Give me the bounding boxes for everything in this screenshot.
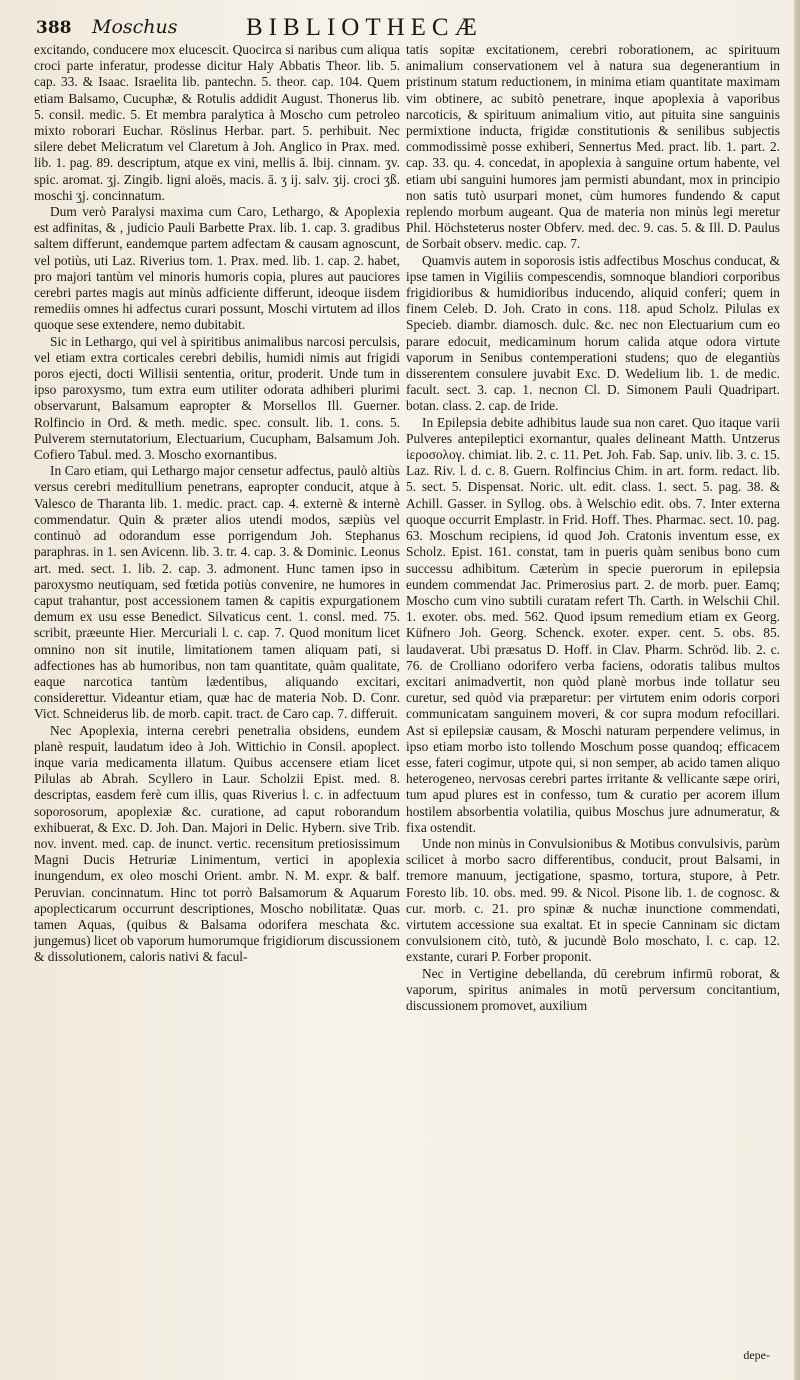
paragraph: In Epilepsia debite adhibitus laude sua non caret. Quo itaque varii Pulveres antepileptici exornantur, quales delineant Matth. Untzerus ἱεροσολογ. chimiat. lib. 2. c. 11. Pet. Joh. Fab. Sap. univ. lib. 3. c. 15. Laz. Riv. l. d. c. 8. Guern. Rolfincius Chim. in art. form. redact. lib. 5. sect. 5. Dispensat. Noric. ult. edit. class. 1. sect. 5. pag. 38. & Achill. Gasser. in Syllog. obs. à Welschio edit. obs. 7. Inter externa quoque occurrit Emplastr. in Frid. Hoff. Thes. Pharmac. sect. 10. pag. 63. Moschum recipiens, id quod Joh. Cratonis inventum esse, ex Scholz. Epist. 161. constat, tam in pueris quàm senibus bono cum successu adhibitum. Cæterùm in specie puerorum in epilepsia eundem commendat Jac. Primerosius part. 2. de morb. puer. Eamq; Moscho cum vino subtili curatam refert Th. Carth. in Welschii Chil. 1. exoter. obs. med. 562. Quod ipsum remedium etiam ex Georg. Küfnero Joh. Georg. Schenck. exoter. exper. cent. 5. obs. 85. laudaverat. Ubi præsatus D. Hoff. in Clav. Pharm. Schröd. lib. 2. c. 76. de Crolliano odorifero verba faciens, odoratis talibus multos excitari animadvertit, non quòd planè morbus inde tollatur seu curetur, sed quòd via præparetur: per virtutem enim odoris corpori communicatam sanguinem moveri, & cor supra modum refocillari. Ast si epilepsiæ causam, & Moschi naturam perpendere velimus, in ipso etiam morbo isto tollendo Moschum posse quandoq; efficacem esse, fateri cogimur, utpote qui, si non semper, ab acido tamen aliquo heterogeneo, nervosas cerebri partes irritante & vellicante sæpe oriri, tum apud plures est in confesso, tum & curatio per acorem illum hostilem absorbentia volatilia, quibus Moschus jure adnumeratur, & fixa ostendit. [406, 414, 780, 835]
paragraph: In Caro etiam, qui Lethargo major censetur adfectus, paulò altiùs versus cerebri meditullium penetrans, eapropter conducit, atque à Valesco de Tharanta lib. 1. medic. pract. cap. 4. externè & internè commendatur. Quin & præter alios utendi modos, sæpiùs vel continuò ad odorandum esse porrigendum Joh. Stephanus paraphras. in 1. sen Avicenn. lib. 3. tr. 4. cap. 3. & Dominic. Leonus art. med. sect. 1. lib. 2. cap. 3. admonent. Hunc tamen ipso in paroxysmo neutiquam, sed fœtida potiùs convenire, ne humores in caput trahantur, post accessionem tamen & capitis expurgationem demum ex usu esse Benedict. Silvaticus cent. 1. consl. med. 75. scribit, præeunte Hier. Mercuriali l. c. cap. 7. Quod monitum licet omnino non sit inutile, limitationem tamen aliquam pati, si adfectiones has ab humoribus, non tam quantitate, quàm qualitate, eaque narcotica tantùm lædentibus, aliquando excitari, considerettur. Videantur etiam, quæ hac de materia Nob. D. Conr. Vict. Schneiderus lib. de morb. capit. tract. de Caro cap. 7. differuit. [34, 463, 400, 722]
catchword: depe- [743, 1348, 770, 1362]
paragraph: Dum verò Paralysi maxima cum Caro, Lethargo, & Apoplexia est adfinitas, & , judicio Pauli Barbette Prax. lib. 1. cap. 3. gradibus saltem differunt, eandemque partem adfectam & causam agnoscunt, vel potiùs, uti Laz. Riverius tom. 1. Prax. med. lib. 1. cap. 2. habet, pro majori tantùm vel minoris humoris copia, plures aut pauciores cerebri partes magis aut minùs adficiente differunt, ideoque iisdem remediis omnes hi adfectus curari possunt, Moschi virtutem ad illos quoque sese extendere, nemo dubitabit. [34, 204, 400, 333]
paragraph: excitando, conducere mox elucescit. Quocirca si naribus cum aliqua croci parte inferatur, prodesse dicitur Haly Abbatis Theor. lib. 5. cap. 33. & Isaac. Israelita lib. pantechn. 5. theor. cap. 104. Quem etiam Balsamo, Cucuphæ, & Rotulis addidit August. Thonerus lib. 5. consil. medic. 5. Et membra paralytica à Moscho cum petroleo mixto roborari Euchar. Röslinus Herbar. part. 5. perhibuit. Nec silere debet Melicratum vel Claretum à Joh. Anglico in Prax. med. lib. 1. pag. 89. descriptum, atque ex vini, mellis ā. lbij. cinnam. ʒv. spic. aromat. ʒj. Zingib. ligni aloës, macis. ā. ʒ ij. salv. ʒij. croci ʒß. moschi ʒj. concinnatum. [34, 42, 400, 203]
paragraph: Quamvis autem in soporosis istis adfectibus Moschus conducat, & ipse tamen in Vigiliis compescendis, somnoque blandiori corporibus frigidioribus & humidioribus inducendo, aliquid conferi; quem in finem Celeb. D. Joh. Crato in cons. 118. apud Scholz. Pilulas ex Specieb. diambr. diamosch. dulc. &c. nec non Electuarium cum eo parare edocuit, medicaminum horum calida atque odora virtute vaporum in Senibus contemperationi studens; quo de elegantiùs disserentem consulere juvabit Exc. D. Wedelium lib. 1. de medic. facult. sect. 3. cap. 1. necnon Cl. D. Simonem Pauli Quadripart. botan. class. 2. cap. de Iride. [406, 252, 780, 414]
left-column [34, 42, 400, 966]
running-title: BIBLIOTHECÆ [246, 14, 483, 41]
paragraph: Unde non minùs in Convulsionibus & Motibus convulsivis, parùm scilicet à morbo sacro differentibus, conducit, prout Balsami, in tremore manuum, jectigatione, spasmo, tortura, stupore, à Petr. Foresto lib. 10. obs. med. 99. & Nicol. Pisone lib. 1. de cognosc. & cur. morb. c. 21. pro spinæ & nuchæ inunctione commendati, virtutem accessione sua exaltat. Et in specie Canninam sic dictam convulsionem citò, tutò, & jucundè Bolo moschato, l. c. cap. 12. exstante, curari P. Forber proponit. [406, 835, 780, 965]
paragraph: Sic in Lethargo, qui vel à spiritibus animalibus narcosi perculsis, vel etiam extra corticales cerebri debilis, humidi nimis aut frigidi poros ejecti, docti Willisii sententia, oritur, proderit. Unde tum in ipso paroxysmo, tum extra eum utiliter odorata adhiberi plurimi observarunt, Balsamum eapropter & Morsellos Ill. Guerner. Rolfincio in Ord. & meth. medic. spec. consult. lib. 1. cons. 5. Pulverem sternutatorium, Electuarium, Cucupham, Balsamum Joh. Cofiero Tabul. med. 3. Moscho exornantibus. [34, 333, 400, 463]
paragraph: tatis sopitæ excitationem, cerebri roborationem, ac spirituum animalium conservationem vel à natura sua degenerantium in pristinum statum reductionem, in minima etiam quantitate maximam vim obtinere, ac subitò penetrare, inque apoplexia à vaporibus narcoticis, & spirituum animalium vitio, aut pituita sine sanguinis permixtione inducta, frigidæ constitutionis & senilibus subjectis commodissimè posse exhiberi, Sennertus Med. pract. lib. 1. part. 2. cap. 33. qu. 4. concedat, in apoplexia à sanguine ortum habente, vel etiam ubi sanguini humores jam permisti abundant, mox in principio non satis tutò usurpari monet, cùm humores fundendo & caput replendo morbum augeant. Qua de materia non minùs legi meretur Phil. Höchsteterus noster Obferv. med. dec. 9. cas. 5. & Ill. D. Paulus de Sorbait observ. medic. cap. 7. [406, 42, 780, 252]
paragraph: Nec in Vertigine debellanda, dū cerebrum infirmū roborat, & vaporum, spiritus animales in motū perversum concitantium, discussionem promovet, auxilium [406, 965, 780, 1013]
page-header [36, 14, 788, 42]
paragraph: Nec Apoplexia, interna cerebri penetralia obsidens, eundem planè respuit, laudatum ideo à Joh. Wittichio in Consil. apoplect. inque varia medicamenta illatum. Quibus accensere etiam licet Pilulas ab Abrah. Scyllero in Laur. Scholzii Epist. med. 8. descriptas, easdem ferè cum illis, quas Riverius l. c. in adfectuum soporosorum, apoplexiæ &c. curatione, ad caput roborandum exhibuerat, & Exc. D. Joh. Dan. Majori in Delic. Hybern. sive Trib. nov. invent. med. cap. de inunct. vertic. recensitum pretiosissimum Magni Ducis Hetruriæ Linimentum, vertici in apoplexia inungendum, ex oleo moschi Orient. ambr. N. M. expr. & balf. Peruvian. concinnatum. Hinc tot porrò Balsamorum & Aquarum apoplecticarum occurrunt descriptiones, Moscho nobilitatæ. Quas tamen Aquas, (quibus & Balsama odorifera meschata &c. jungemus) licet ob vaporum humorumque frigidiorum discussionem & dissolutionem, caloris nativi & facul- [34, 722, 400, 965]
running-head: Moschus [92, 16, 178, 38]
right-column [406, 42, 780, 1014]
page-number: 388 [36, 18, 72, 38]
page-edge [794, 0, 800, 1380]
